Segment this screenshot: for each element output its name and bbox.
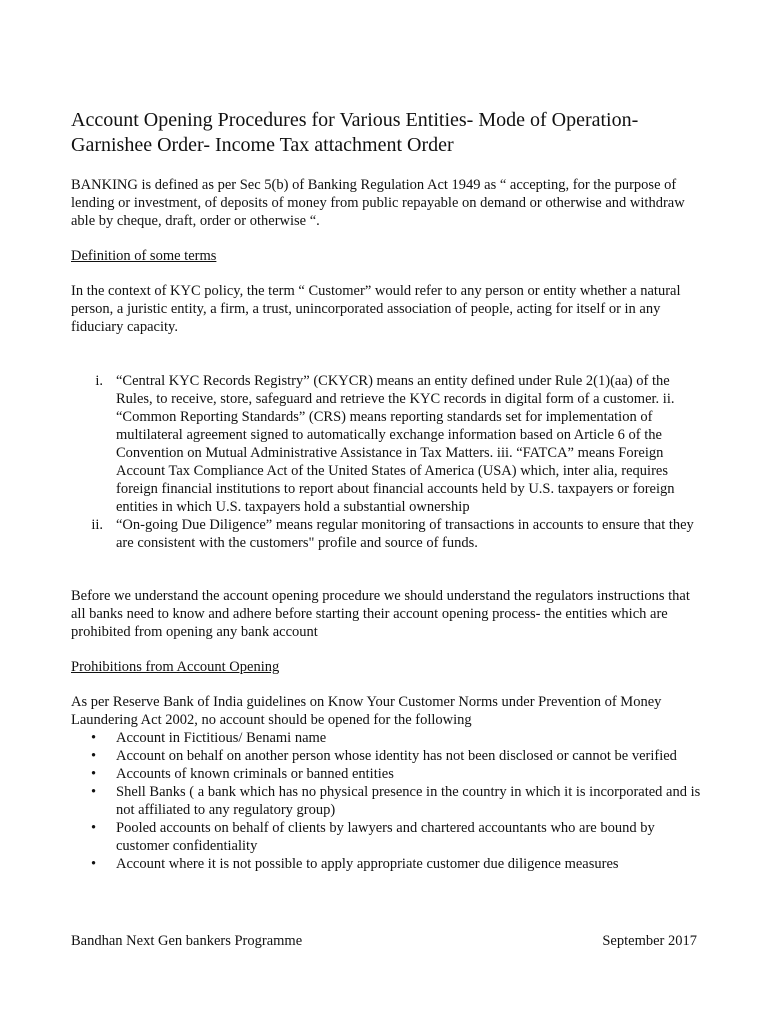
list-item-text: Account where it is not possible to apply appropriate customer due diligence measures	[116, 856, 619, 872]
bullet-icon: •	[91, 748, 97, 764]
definition-text: “On-going Due Diligence” means regular monitoring of transactions in accounts to ensure that they are consistent with the customers" profile and source of funds.	[116, 517, 694, 551]
definitions-heading	[71, 247, 701, 265]
document-body	[71, 108, 701, 873]
kyc-context-paragraph: In the context of KYC policy, the term “ Customer” would refer to any person or entity whether a natural person, a juristic entity, a firm, a trust, unincorporated association of people, acting for itself or in any fiduciary capacity.	[71, 283, 681, 335]
list-item	[71, 855, 701, 873]
prohibitions-heading-text: Prohibitions from Account Opening	[71, 659, 280, 675]
footer-date: September 2017	[602, 933, 697, 949]
list-item	[71, 729, 701, 747]
list-item	[71, 819, 701, 855]
definitions-list	[71, 372, 701, 552]
bullet-icon: •	[91, 856, 97, 872]
definition-text: “Central KYC Records Registry” (CKYCR) means an entity defined under Rule 2(1)(aa) of the Rules, to receive, store, safeguard and retrieve the KYC records in digital form of a customer. ii. “Common Reporting Standards” (CRS) means reporting standards set for implementation of multilateral agreement signed to automatically exchange information based on Article 6 of the Convention on Mutual Administrative Assistance in Tax Matters. iii. “FATCA” means Foreign Account Tax Compliance Act of the United States of America (USA) which, inter alia, requires foreign financial institutions to report about financial accounts held by U.S. taxpayers or foreign entities in which U.S. taxpayers hold a substantial ownership	[116, 373, 675, 515]
prohibitions-list	[71, 729, 701, 873]
definition-item	[71, 516, 701, 552]
list-item-text: Accounts of known criminals or banned entities	[116, 766, 394, 782]
list-item-text: Account on behalf on another person whose identity has not been disclosed or cannot be verified	[116, 748, 677, 764]
definitions-heading-text: Definition of some terms	[71, 248, 217, 264]
bullet-icon: •	[91, 820, 97, 836]
bullet-icon: •	[91, 766, 97, 782]
before-procedure-paragraph: Before we understand the account opening procedure we should understand the regulators instructions that all banks need to know and adhere before starting their account opening process- the entities which are prohibited from opening any bank account	[71, 588, 690, 640]
list-item-text: Account in Fictitious/ Benami name	[116, 730, 327, 746]
list-item	[71, 783, 701, 819]
rbi-intro-paragraph: As per Reserve Bank of India guidelines on Know Your Customer Norms under Prevention of Money Laundering Act 2002, no account should be opened for the following	[71, 694, 662, 728]
definition-item	[71, 372, 701, 516]
bullet-icon: •	[91, 784, 97, 800]
footer-programme-name: Bandhan Next Gen bankers Programme	[71, 933, 303, 949]
list-item	[71, 765, 701, 783]
bullet-icon: •	[91, 730, 97, 746]
banking-definition-paragraph: BANKING is defined as per Sec 5(b) of Banking Regulation Act 1949 as “ accepting, for the purpose of lending or investment, of deposits of money from public repayable on demand or otherwise and withdraw able by cheque, draft, order or otherwise “.	[71, 177, 685, 229]
list-item-text: Pooled accounts on behalf of clients by lawyers and chartered accountants who are bound by customer confidentiality	[116, 820, 655, 854]
definition-number: ii.	[91, 517, 103, 533]
list-item-text: Shell Banks ( a bank which has no physical presence in the country in which it is incorporated and is not affiliated to any regulatory group)	[116, 784, 701, 818]
definition-number: i.	[95, 373, 103, 389]
list-item	[71, 747, 701, 765]
prohibitions-heading	[71, 658, 701, 676]
document-title: Account Opening Procedures for Various Entities- Mode of Operation- Garnishee Order- Income Tax attachment Order	[71, 109, 639, 156]
